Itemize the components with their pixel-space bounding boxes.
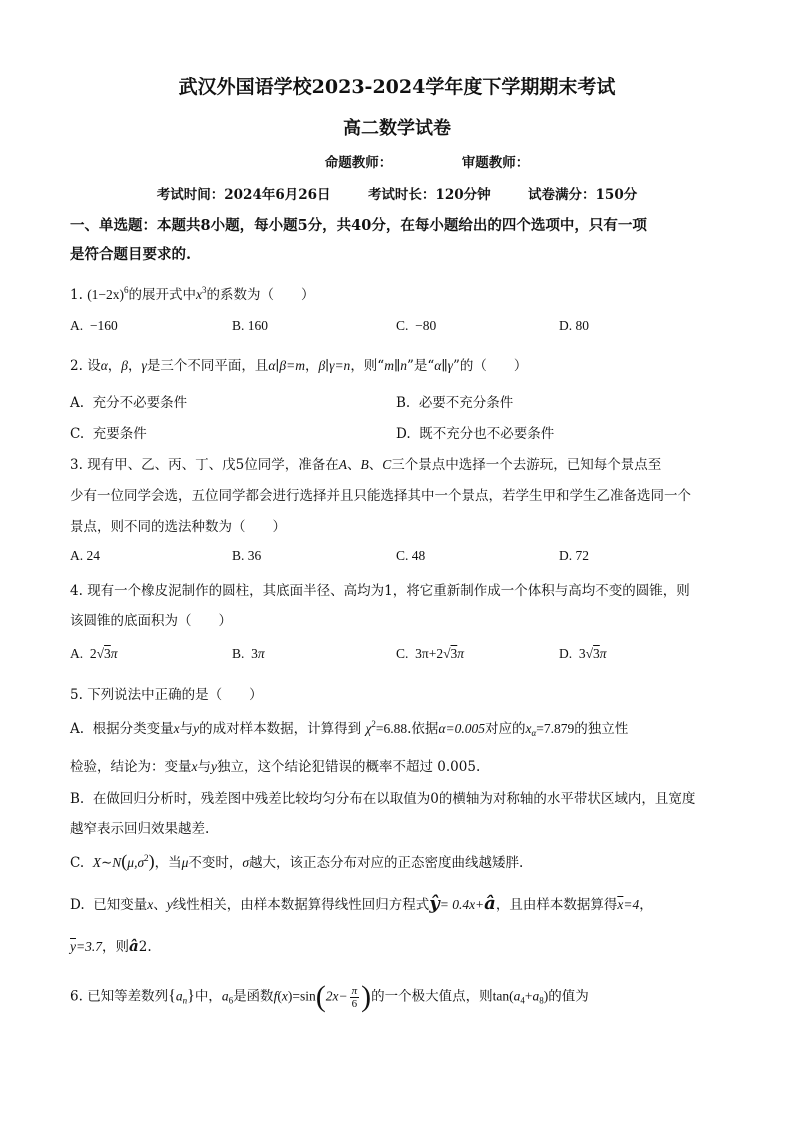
q5-statement-b-line2: 越窄表示回归效果越差. <box>70 821 210 837</box>
q5-statement-a-line1: A. 根据分类变量x与y的成对样本数据，计算得到 $\chi^2=6.88$.依据α=0.005对应的$x_\alpha=7.879$的独立性 <box>70 719 629 738</box>
question-6-stem: 6. 已知等差数列$\{a_n\}$中，$a_6$是函数f(x)=sin(2x− $\frac{\pi}{6}$ )的一个极大值点，则$\tan(a_4+a_8)$的值为 <box>70 980 589 1013</box>
q1-expression: $(1-2x)^6$ <box>87 285 129 302</box>
q1-option-b: B. 160 <box>232 318 269 333</box>
question-1-stem: 1. $(1-2x)^6$的展开式中$x^3$的系数为（ ） <box>70 285 315 303</box>
question-4-line2: 该圆锥的底面积为（ ） <box>70 613 232 629</box>
y-hat-glyph: ŷ <box>429 893 440 914</box>
q4-option-a: A. 2√3π <box>70 646 118 661</box>
exam-info-line <box>0 183 794 203</box>
q3-option-c: C. 48 <box>396 548 426 563</box>
q3-option-a: A. 24 <box>70 548 100 563</box>
q2-option-d: D. 既不充分也不必要条件 <box>396 426 555 442</box>
q3-option-d: D. 72 <box>559 548 589 563</box>
section-heading-line1: 一、单选题：本题共8小题，每小题5分，共40分，在每小题给出的四个选项中，只有一项 <box>70 217 647 234</box>
q2-option-c: C. 充要条件 <box>70 426 147 442</box>
question-4-line1: 4. 现有一个橡皮泥制作的圆柱，其底面半径、高均为1，将它重新制作成一个体积与高均不变的圆锥，则 <box>70 583 690 599</box>
q5-statement-a-line2: 检验，结论为：变量x与y独立，这个结论犯错误的概率不超过 0.005. <box>70 759 481 775</box>
a-hat-glyph: â <box>484 893 496 914</box>
exam-title: 武汉外国语学校2023-2024学年度下学期期末考试 <box>178 76 616 98</box>
q1-option-d: D. 80 <box>559 318 589 333</box>
q2-option-b: B. 必要不充分条件 <box>396 395 514 411</box>
exam-full-score: 试卷满分：150分 <box>528 187 638 203</box>
reviewer-label: 审题教师： <box>461 155 530 171</box>
exam-time: 考试时间：2024年6月26日 <box>156 187 331 203</box>
question-3-line2: 少有一位同学会选，五位同学都会进行选择并且只能选择其中一个景点，若学生甲和学生乙准备选同一个 <box>70 488 691 504</box>
proposer-label: 命题教师： <box>324 155 393 171</box>
section-heading-line2: 是符合题目要求的. <box>70 246 192 263</box>
question-2-stem: 2. 设α，β，γ是三个不同平面，且α∣β=m，β∣γ=n，则“m∥n”是“α∥γ”的（ ） <box>70 358 528 374</box>
q5-statement-d-line1: D. 已知变量x、y线性相关，由样本数据算得线性回归方程式ŷ= 0.4x+â，且由样本数据算得$\overline{x}=4$， <box>70 893 653 914</box>
q1-option-a: A. −160 <box>70 318 118 333</box>
q3-option-b: B. 36 <box>232 548 262 563</box>
question-3-line3: 景点，则不同的选法种数为（ ） <box>70 519 286 535</box>
exam-subtitle: 高二数学试卷 <box>343 118 451 139</box>
exam-duration: 考试时长：120分钟 <box>367 187 491 203</box>
q4-option-b: B. 3π <box>232 646 265 661</box>
q5-statement-b-line1: B. 在做回归分析时，残差图中残差比较均匀分布在以取值为0的横轴为对称轴的水平带状区域内，且宽度 <box>70 791 696 807</box>
question-3-line1: 3. 现有甲、乙、丙、丁、戊5位同学，准备在A、B、C三个景点中选择一个去游玩，已知每个景点至 <box>70 457 662 473</box>
q2-option-a: A. 充分不必要条件 <box>70 395 188 411</box>
q5-statement-c: C. $X\sim N(\mu,\sigma^2)$，当μ不变时，σ越大，该正态分布对应的正态密度曲线越矮胖. <box>70 851 524 871</box>
q4-option-c: C. 3π+2√3π <box>396 646 465 661</box>
q4-option-d: D. 3√3π <box>559 646 607 661</box>
pi-over-6-fraction: $\frac{\pi}{6}$ <box>351 984 358 1010</box>
question-5-stem: 5. 下列说法中正确的是（ ） <box>70 687 263 703</box>
teachers-line <box>0 151 794 171</box>
a-hat-glyph-2: â <box>129 937 139 955</box>
q1-option-c: C. −80 <box>396 318 437 333</box>
q5-statement-d-line2: $\overline{y}=3.7$，则â2. <box>70 937 152 955</box>
